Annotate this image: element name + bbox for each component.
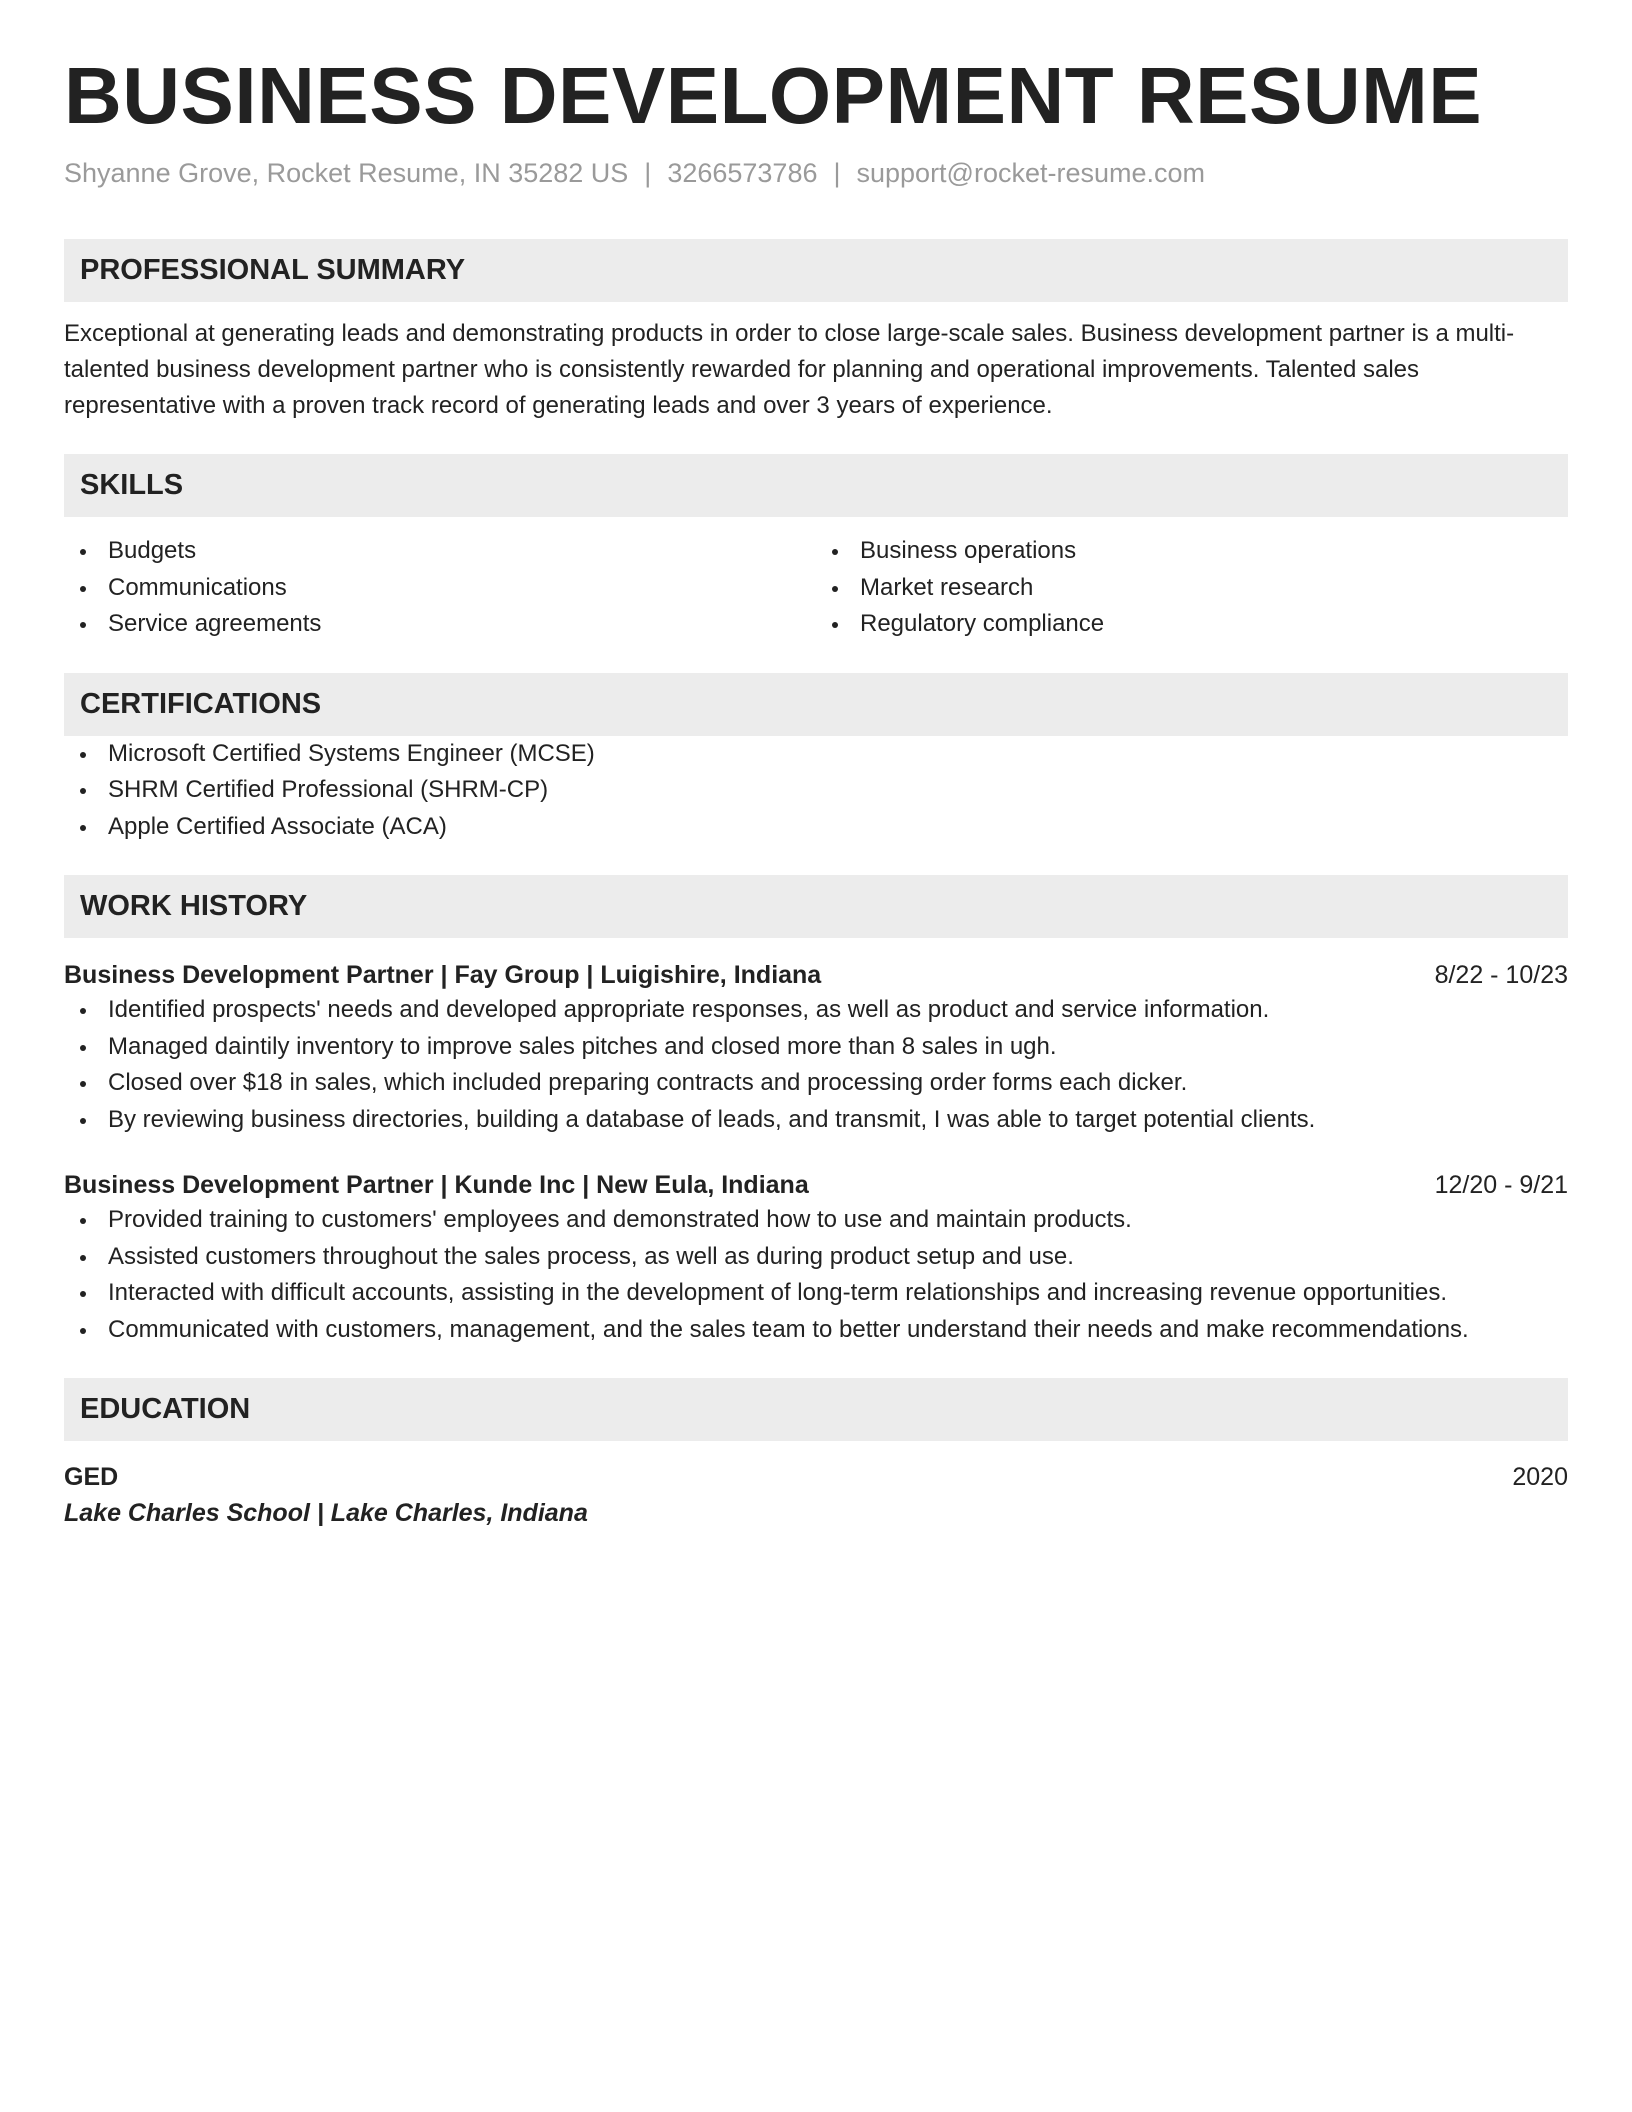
contact-line bbox=[64, 158, 1568, 189]
job-bullet: Interacted with difficult accounts, assisting in the development of long-term relationships and increasing revenue opportunities. bbox=[64, 1275, 1568, 1312]
education-school: Lake Charles School | Lake Charles, Indiana bbox=[64, 1499, 588, 1527]
job-entry bbox=[64, 1168, 1568, 1348]
job-bullet: Assisted customers throughout the sales process, as well as during product setup and use. bbox=[64, 1239, 1568, 1276]
skill-item: Communications bbox=[64, 570, 816, 607]
skills-column-right bbox=[816, 533, 1568, 643]
job-bullet: Identified prospects' needs and developed appropriate responses, as well as product and service information. bbox=[64, 992, 1568, 1029]
contact-separator: | bbox=[833, 158, 841, 188]
section-heading-skills: SKILLS bbox=[64, 454, 1568, 517]
job-bullets bbox=[64, 1202, 1568, 1348]
skill-item: Business operations bbox=[816, 533, 1568, 570]
contact-phone: 3266573786 bbox=[667, 158, 818, 188]
section-heading-education: EDUCATION bbox=[64, 1378, 1568, 1441]
contact-email: support@rocket-resume.com bbox=[856, 158, 1206, 188]
skills-column-left bbox=[64, 533, 816, 643]
job-dates: 12/20 - 9/21 bbox=[1434, 1171, 1568, 1199]
job-bullet: Closed over $18 in sales, which included preparing contracts and processing order forms each dicker. bbox=[64, 1065, 1568, 1102]
job-entry bbox=[64, 958, 1568, 1138]
certification-item: Apple Certified Associate (ACA) bbox=[64, 809, 1568, 846]
job-dates: 8/22 - 10/23 bbox=[1434, 961, 1568, 989]
education-entry bbox=[64, 1459, 1568, 1531]
certification-item: Microsoft Certified Systems Engineer (MCSE) bbox=[64, 736, 1568, 773]
section-heading-work-history: WORK HISTORY bbox=[64, 875, 1568, 938]
job-bullets bbox=[64, 992, 1568, 1138]
job-title: Business Development Partner | Fay Group | Luigishire, Indiana bbox=[64, 961, 822, 989]
certifications-list bbox=[64, 736, 1568, 846]
skill-item: Budgets bbox=[64, 533, 816, 570]
job-bullet: By reviewing business directories, building a database of leads, and transmit, I was able to target potential clients. bbox=[64, 1102, 1568, 1139]
job-bullet: Managed daintily inventory to improve sales pitches and closed more than 8 sales in ugh. bbox=[64, 1029, 1568, 1066]
job-header bbox=[64, 958, 1568, 992]
skill-item: Service agreements bbox=[64, 606, 816, 643]
job-bullet: Provided training to customers' employees and demonstrated how to use and maintain products. bbox=[64, 1202, 1568, 1239]
summary-paragraph: Exceptional at generating leads and demonstrating products in order to close large-scale sales. Business development partner is a multi-talented business development partner who is consistently rewarded for planning and operational improvements. Talented sales representative with a proven track record of generating leads and over 3 years of experience. bbox=[64, 320, 1515, 419]
section-heading-certifications: CERTIFICATIONS bbox=[64, 673, 1568, 736]
contact-separator: | bbox=[644, 158, 652, 188]
contact-address: Shyanne Grove, Rocket Resume, IN 35282 US bbox=[64, 158, 629, 188]
certification-item: SHRM Certified Professional (SHRM-CP) bbox=[64, 772, 1568, 809]
skill-item: Regulatory compliance bbox=[816, 606, 1568, 643]
job-header bbox=[64, 1168, 1568, 1202]
education-degree: GED bbox=[64, 1463, 119, 1491]
education-header bbox=[64, 1459, 1568, 1495]
job-bullet: Communicated with customers, management, and the sales team to better understand their needs and make recommendations. bbox=[64, 1312, 1568, 1349]
job-title: Business Development Partner | Kunde Inc | New Eula, Indiana bbox=[64, 1171, 809, 1199]
skills-list-left bbox=[64, 533, 816, 643]
skills-list-right bbox=[816, 533, 1568, 643]
education-year: 2020 bbox=[1512, 1463, 1568, 1491]
skill-item: Market research bbox=[816, 570, 1568, 607]
resume-title: BUSINESS DEVELOPMENT RESUME bbox=[64, 51, 1483, 140]
section-heading-summary: PROFESSIONAL SUMMARY bbox=[64, 239, 1568, 302]
skills-grid bbox=[64, 533, 1568, 643]
